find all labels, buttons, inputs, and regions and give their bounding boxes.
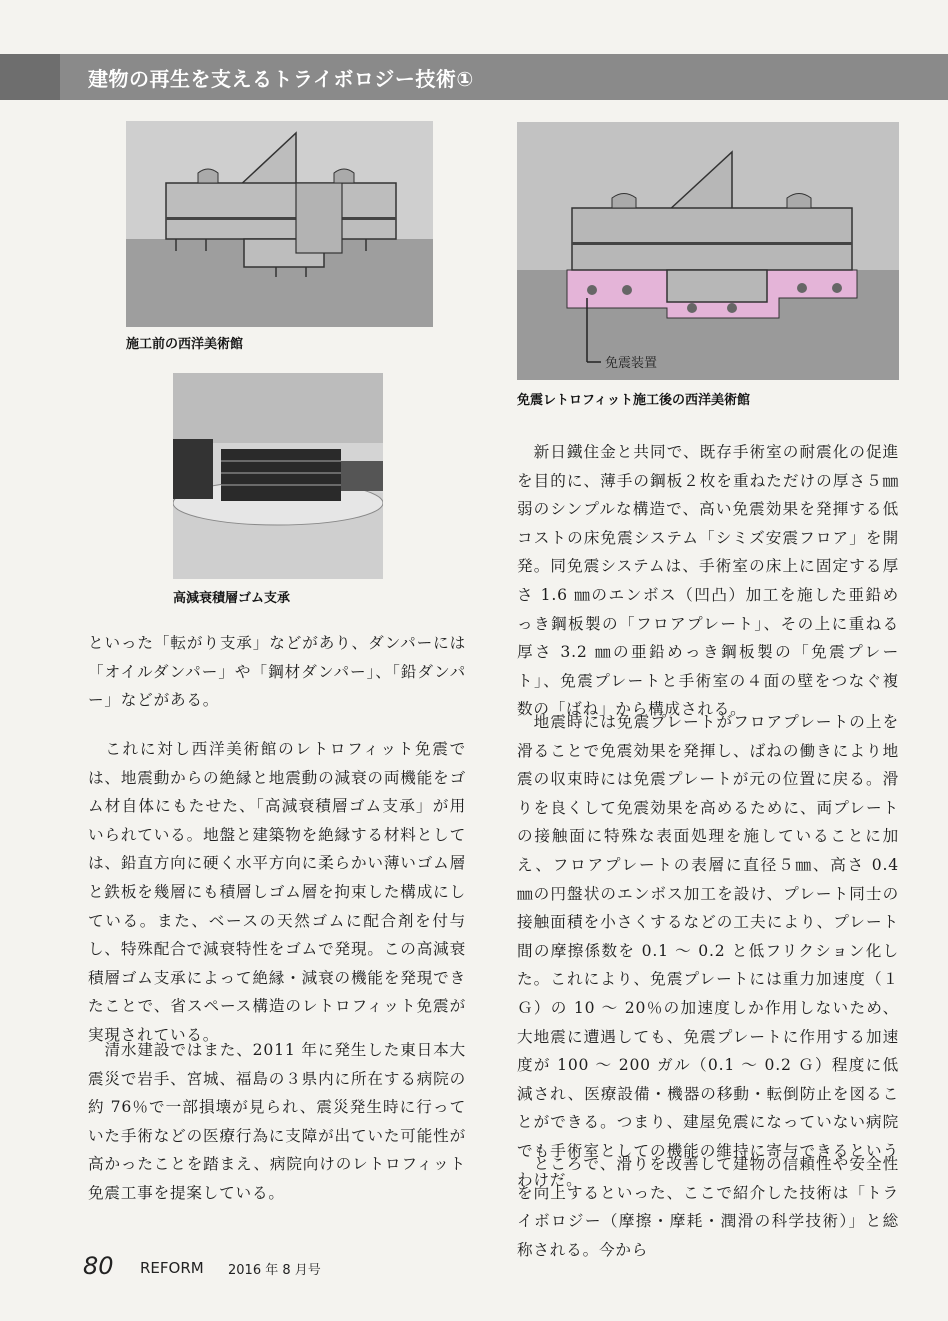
right-paragraph-2: 地震時には免震プレートがフロアプレートの上を滑ることで免震効果を発揮し、ばねの働きにより地震の収束時には免震プレートが元の位置に戻る。滑りを良くして免震効果を高めるために、両プレートの接触面に特殊な表面処理を施していることに加え、フロアプレートの表層に直径５㎜、高さ 0.4 ㎜の円盤状のエンボス加工を設け、プレート同士の接触面積を小さくするなどの工夫により、プレート間の摩擦係数を 0.1 ～ 0.2 と低フリクション化した。これにより、免震プレートには重力加速度（１Ｇ）の 10 ～ 20％の加速度しか作用しないため、大地震に遭遇しても、免震プレートに作用する加速度が 100 ～ 200 ガル（0.1 ～ 0.2 Ｇ）程度に低減され、医療設備・機器の移動・転倒防止を図ることができる。つまり、建屋免震になっていない病院でも手術室としての機能の維持に寄与できるというわけだ。 (517, 713, 905, 1189)
header-bar (0, 54, 948, 100)
figure-after-illustration (517, 122, 899, 380)
building-section-before-icon (126, 121, 433, 327)
page-title: 建物の再生を支えるトライボロジー技術① (88, 67, 474, 91)
right-paragraph-1: 新日鐵住金と共同で、既存手術室の耐震化の促進を目的に、薄手の鋼板２枚を重ねただけの厚さ５㎜弱のシンプルな構造で、高い免震効果を発揮する低コストの床免震システム「シミズ安震フロア」を開発。同免震システムは、手術室の床上に固定する厚さ 1.6 ㎜のエンボス（凹凸）加工を施した亜鉛めっき鋼板製の「フロアプレート」、その上に重ねる厚さ 3.2 ㎜の亜鉛めっき鋼板製の「免震プレート」、免震プレートと手術室の４面の壁をつなぐ複数の「ばね」から構成される。 (517, 443, 899, 719)
header-accent (0, 54, 60, 100)
figure-after-caption: 免震レトロフィット施工後の西洋美術館 (517, 393, 750, 408)
issue-date: 2016 年 8 月号 (228, 1263, 321, 1278)
figure-bearing-photo (173, 373, 383, 579)
left-paragraph-3: 清水建設ではまた、2011 年に発生した東日本大震災で岩手、宮城、福島の３県内に所在する病院の約 76％で一部損壊が見られ、震災発生時に行っていた手術などの医療行為に支障が出ていた可能性が高かったことを踏まえ、病院向けのレトロフィット免震工事を提案している。 (88, 1041, 466, 1202)
rubber-bearing-icon (173, 373, 383, 579)
left-paragraph-2: これに対し西洋美術館のレトロフィット免震では、地震動からの絶縁と地震動の減衰の両機能をゴム材自体にもたせた、「高減衰積層ゴム支承」が用いられている。地盤と建築物を絶縁する材料としては、鉛直方向に硬く水平方向に柔らかい薄いゴム層と鉄板を幾層にも積層しゴム層を拘束した構成にしている。また、ベースの天然ゴムに配合剤を付与し、特殊配合で減衰特性をゴムで発現。この高減衰積層ゴム支承によって絶縁・減衰の機能を発現できたことで、省スペース構造のレトロフィット免震が実現されている。 (88, 740, 466, 1044)
figure-bearing-caption: 高減衰積層ゴム支承 (173, 591, 291, 606)
figure-before-caption: 施工前の西洋美術館 (126, 337, 244, 352)
left-paragraph-1: といった「転がり支承」などがあり、ダンパーには「オイルダンパー」や「鋼材ダンパー」、「鉛ダンパー」などがある。 (88, 634, 466, 710)
page-number: 80 (83, 1252, 114, 1280)
figure-before-illustration (126, 121, 433, 327)
seismic-device-label: 免震装置 (605, 356, 658, 371)
building-section-after-icon (517, 122, 899, 380)
right-paragraph-3: ところで、滑りを改善して建物の信頼性や安全性を向上するといった、ここで紹介した技術は「トライボロジー（摩擦・摩耗・潤滑の科学技術）」と総称される。今から (517, 1155, 899, 1259)
magazine-name: REFORM (140, 1259, 204, 1277)
